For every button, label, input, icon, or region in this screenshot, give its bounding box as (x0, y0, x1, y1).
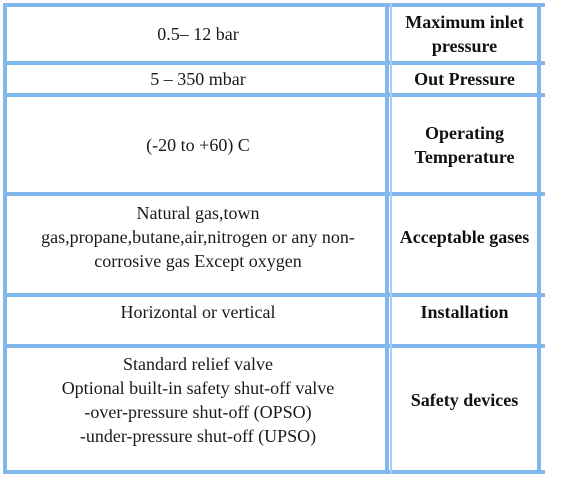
value-text: 5 – 350 mbar (150, 69, 246, 89)
label-text: Acceptable gases (399, 227, 530, 247)
value-text-line: -under-pressure shut-off (UPSO) (79, 426, 317, 446)
value-text-line: Optional built-in safety shut-off valve (61, 378, 335, 398)
grid-line-middle-inner (390, 3, 392, 474)
specifications-table (3, 3, 545, 474)
value-text-line: gas,propane,butane,air,nitrogen or any non- (41, 227, 355, 247)
value-cell-operating-temperature (12, 97, 384, 192)
label-cell-safety-devices (393, 348, 536, 452)
label-cell-operating-temperature (393, 97, 536, 192)
value-cell-acceptable-gases (12, 196, 384, 278)
label-cell-acceptable-gases (393, 196, 536, 278)
value-cell-out-pressure (12, 65, 384, 93)
label-cell-out-pressure (393, 65, 536, 93)
value-text-line: corrosive gas Except oxygen (94, 251, 302, 271)
label-text: Maximum inlet pressure (405, 12, 524, 56)
value-text-line: Standard relief valve (123, 354, 273, 374)
value-text-line: Natural gas,town (136, 203, 260, 223)
label-cell-max-inlet-pressure (393, 7, 536, 61)
value-cell-max-inlet-pressure (12, 7, 384, 61)
label-text: Out Pressure (414, 69, 515, 89)
value-text-line: -over-pressure shut-off (OPSO) (84, 402, 312, 422)
grid-line-bottom (3, 470, 545, 474)
label-cell-installation (393, 297, 536, 327)
value-text: (-20 to +60) C (146, 134, 250, 155)
label-text: Safety devices (410, 390, 519, 410)
value-text: 0.5– 12 bar (157, 24, 239, 44)
value-cell-installation (12, 297, 384, 327)
value-text: Horizontal or vertical (120, 302, 276, 322)
grid-line-middle (385, 3, 389, 474)
grid-line-right (537, 3, 541, 474)
grid-line-left (3, 3, 7, 474)
label-text: Installation (420, 302, 509, 322)
value-cell-safety-devices (12, 348, 384, 452)
label-text: Operating Temperature (414, 122, 515, 167)
